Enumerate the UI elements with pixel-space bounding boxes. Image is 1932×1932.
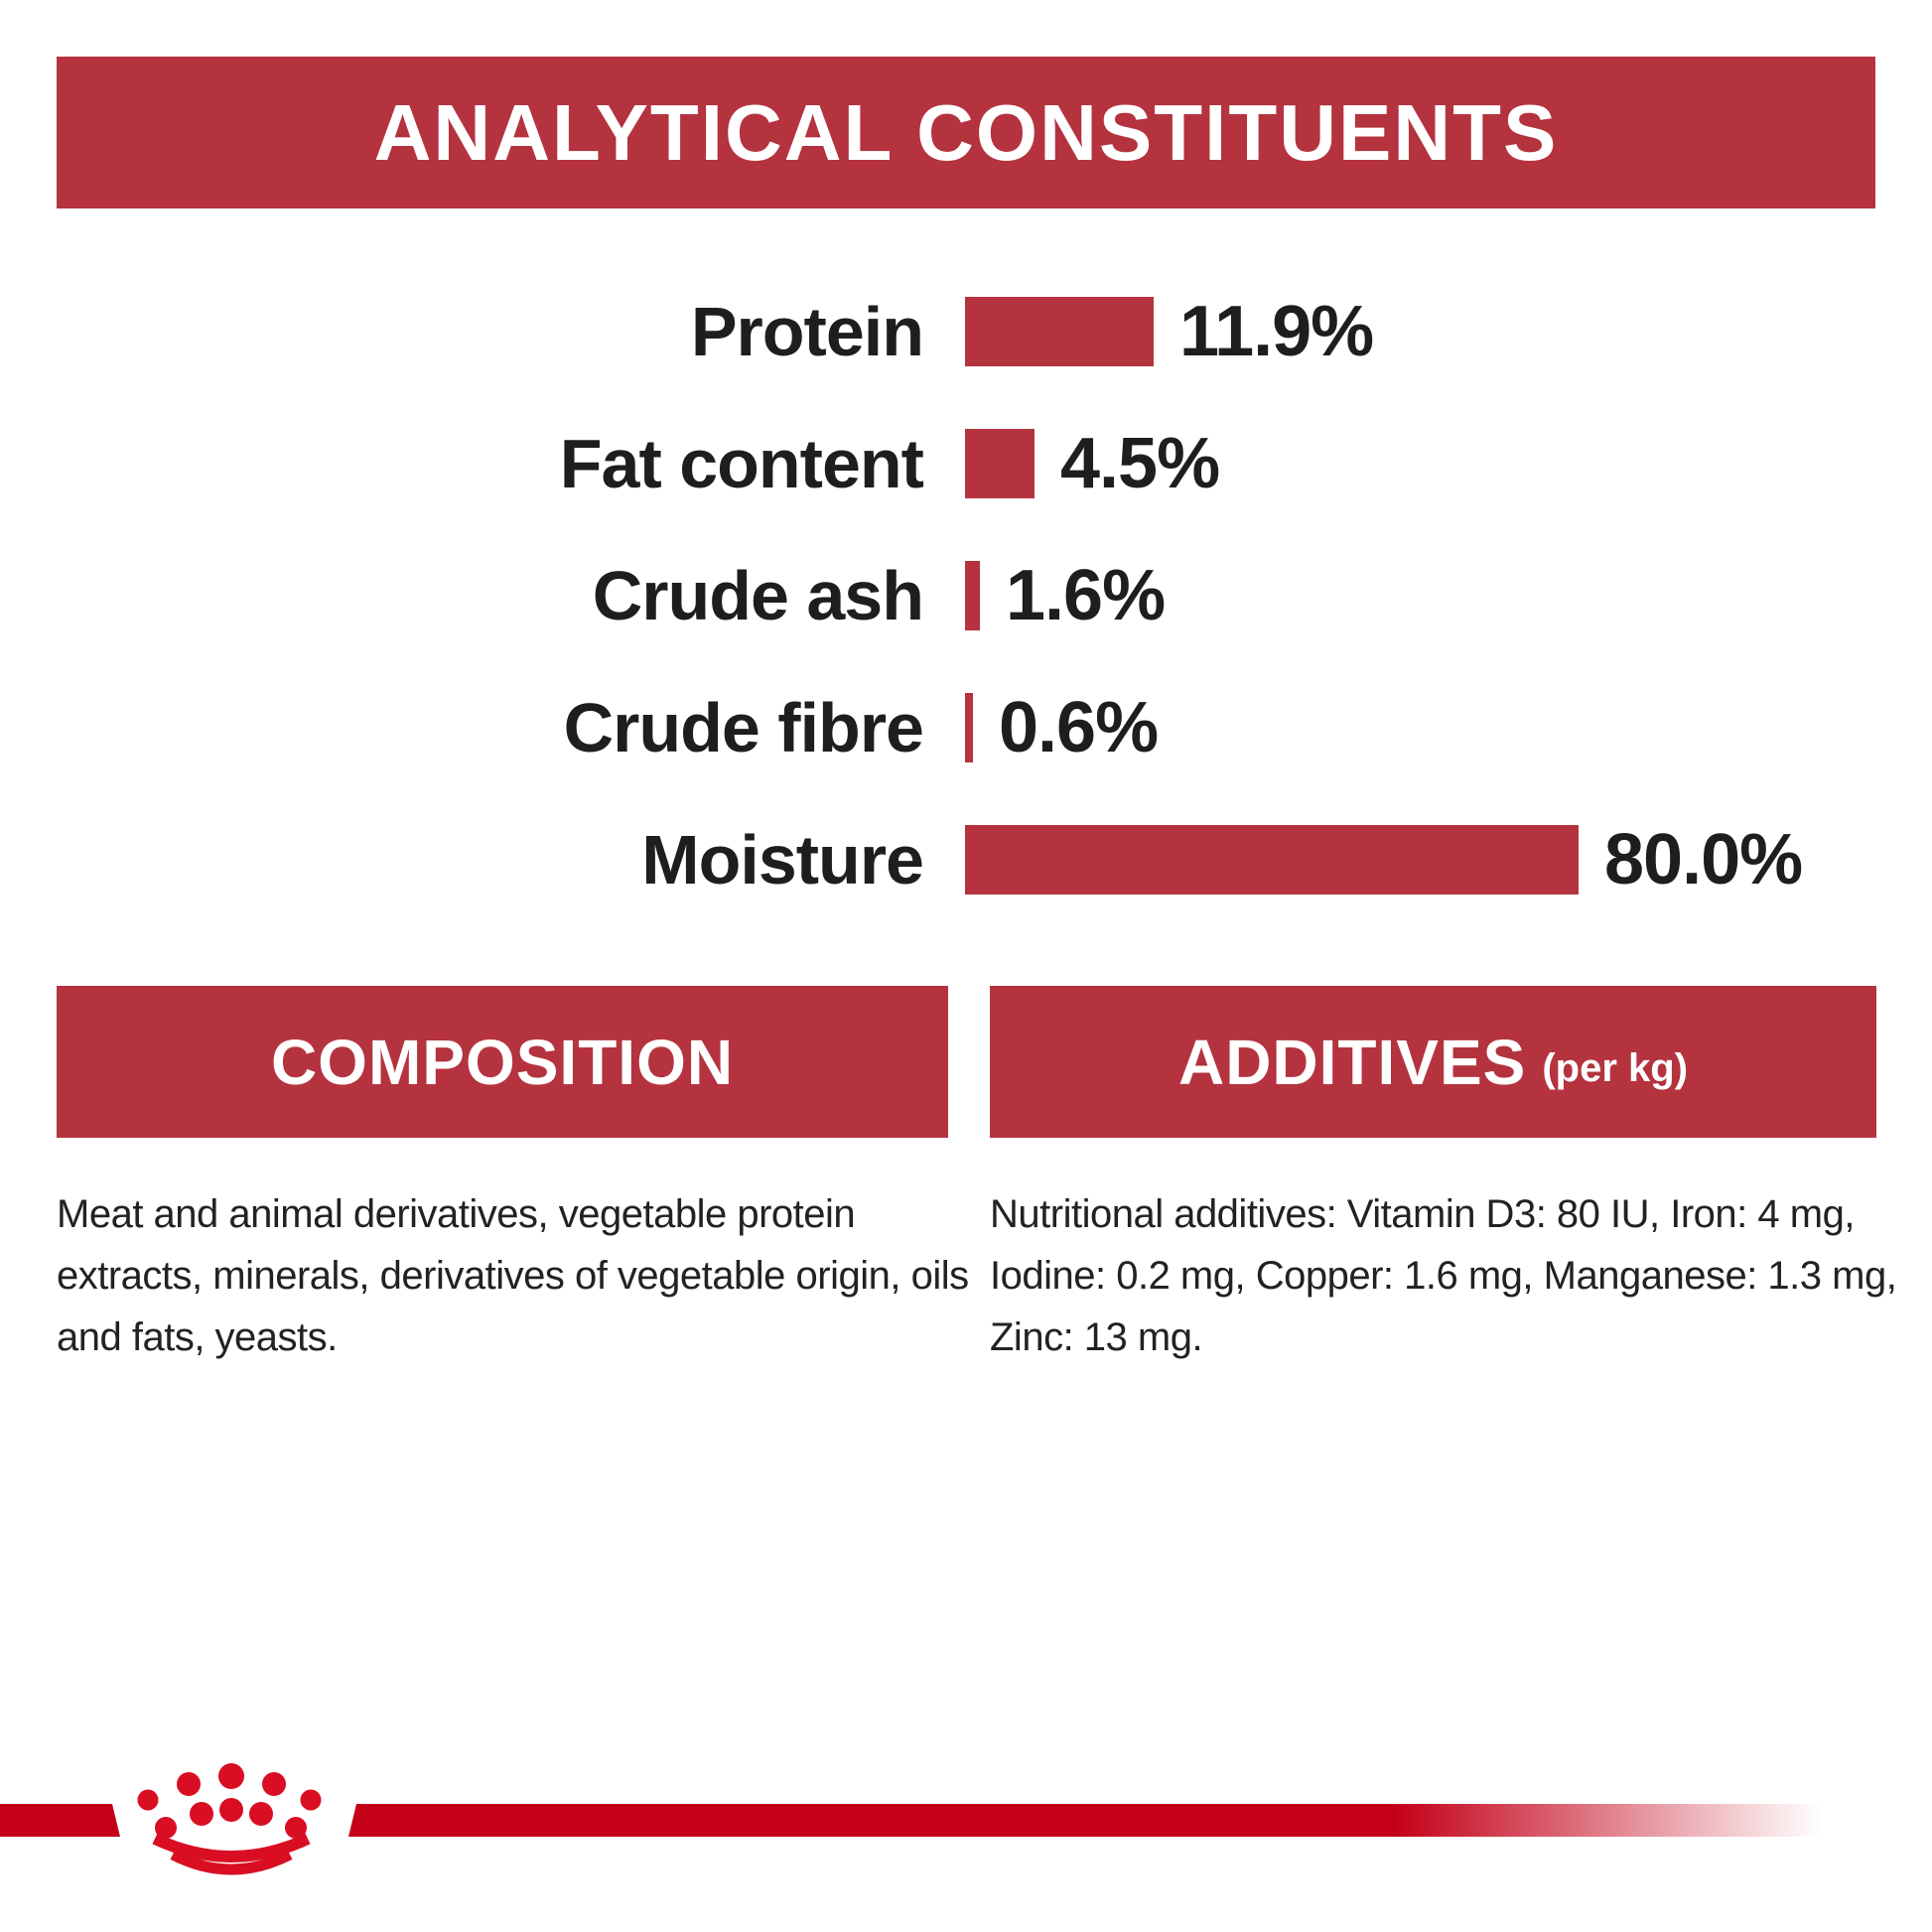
additives-title: ADDITIVES	[1177, 1026, 1527, 1098]
analytical-constituents-banner	[57, 57, 1875, 208]
chart-row	[57, 793, 1875, 925]
row-label: Protein	[690, 292, 923, 370]
row-label: Crude ash	[592, 556, 923, 634]
row-value: 11.9%	[1179, 291, 1374, 371]
row-bar	[965, 561, 980, 630]
footer-stripe-right	[348, 1804, 1932, 1837]
composition-text: Meat and animal derivatives, vegetable protein extracts, minerals, derivatives of vegetable origin, oils and fats, yeasts.	[57, 1192, 969, 1359]
row-label: Crude fibre	[563, 688, 923, 766]
row-bar	[965, 297, 1154, 366]
additives-title-suffix: (per kg)	[1542, 1046, 1689, 1090]
footer-stripe-left	[0, 1804, 120, 1837]
row-label: Moisture	[641, 820, 923, 898]
row-label: Fat content	[559, 424, 923, 502]
composition-title: COMPOSITION	[270, 1026, 735, 1098]
row-value: 80.0%	[1604, 819, 1803, 899]
row-value: 1.6%	[1006, 555, 1166, 635]
row-value: 0.6%	[999, 687, 1159, 767]
row-bar	[965, 825, 1579, 895]
royal-canin-crown-icon	[129, 1759, 333, 1891]
chart-row	[57, 397, 1875, 529]
analytical-constituents-title: ANALYTICAL CONSTITUENTS	[373, 87, 1559, 177]
row-value: 4.5%	[1060, 423, 1220, 503]
chart-row	[57, 265, 1875, 397]
row-bar	[965, 693, 973, 762]
additives-banner	[990, 986, 1876, 1138]
chart-row	[57, 529, 1875, 661]
composition-banner	[57, 986, 948, 1138]
row-bar	[965, 429, 1035, 498]
chart-row	[57, 661, 1875, 793]
analytical-constituents-chart	[57, 265, 1875, 925]
additives-text: Nutritional additives: Vitamin D3: 80 IU, Iron: 4 mg, Iodine: 0.2 mg, Copper: 1.6 mg, Manganese: 1.3 mg, Zinc: 13 mg.	[990, 1192, 1897, 1359]
